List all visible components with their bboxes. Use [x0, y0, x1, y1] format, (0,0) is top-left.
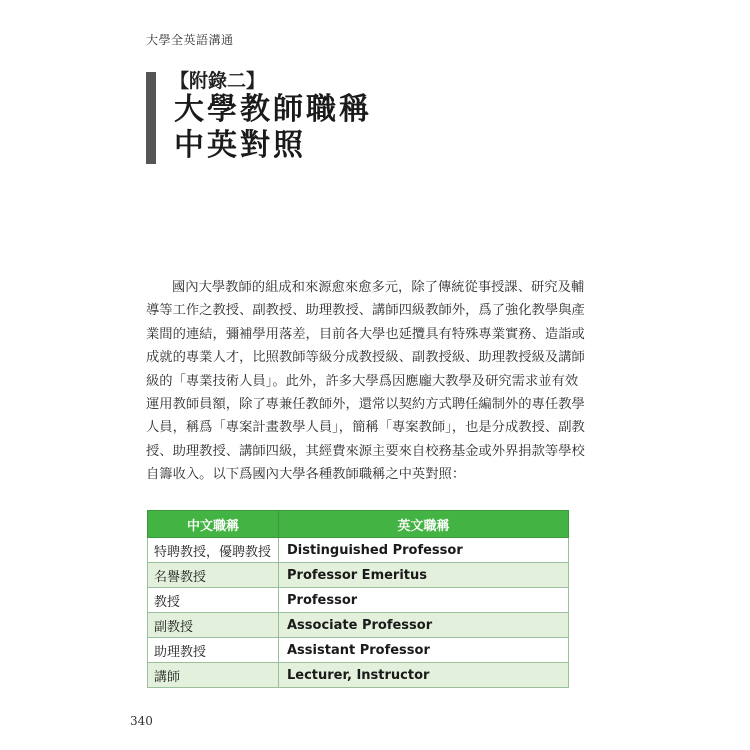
body-paragraph — [146, 276, 585, 487]
appendix-label: 【附錄二】 — [170, 70, 266, 92]
paragraph-line: 業間的連結，彌補學用落差，目前各大學也延攬具有特殊專業實務、造詣或 — [146, 326, 585, 342]
paragraph-line: 人員，稱爲「專案計畫教學人員」，簡稱「專案教師」，也是分成教授、副教 — [146, 420, 585, 436]
paragraph-line: 成就的專業人才，比照教師等級分成教授級、副教授級、助理教授級及講師 — [146, 350, 585, 366]
paragraph-line: 導等工作之教授、副教授、助理教授、講師四級教師外，爲了強化教學與產 — [146, 303, 585, 319]
table-row — [148, 663, 569, 688]
table-row — [148, 538, 569, 563]
chinese-title-cell: 特聘教授，優聘教授 — [148, 538, 279, 563]
table-header-row — [148, 511, 569, 538]
chinese-title-cell: 名譽教授 — [148, 563, 279, 588]
chinese-title-cell: 教授 — [148, 588, 279, 613]
chinese-title-cell: 助理教授 — [148, 638, 279, 663]
table-row — [148, 588, 569, 613]
english-title-cell: Associate Professor — [279, 613, 569, 638]
chinese-title-cell: 副教授 — [148, 613, 279, 638]
table-row — [148, 638, 569, 663]
paragraph-line: 國內大學教師的組成和來源愈來愈多元，除了傳統從事授課、研究及輔 — [172, 280, 585, 295]
paragraph-line: 授、助理教授、講師四級，其經費來源主要來自校務基金或外界捐款等學校 — [146, 443, 585, 459]
table-row — [148, 613, 569, 638]
running-head: 大學全英語溝通 — [146, 33, 234, 47]
paragraph-line: 級的「專業技術人員」。此外，許多大學爲因應龐大教學及研究需求並有效 — [146, 373, 579, 389]
page-title-line-1: 大學教師職稱 — [174, 92, 372, 127]
chinese-title-cell: 講師 — [148, 663, 279, 688]
table-row — [148, 563, 569, 588]
title-comparison-table — [147, 510, 569, 688]
english-title-cell: Professor Emeritus — [279, 563, 569, 588]
page-title-line-2: 中英對照 — [174, 128, 306, 163]
page-number: 340 — [130, 714, 153, 728]
header-chinese-title: 中文職稱 — [148, 511, 279, 538]
english-title-cell: Professor — [279, 588, 569, 613]
english-title-cell: Distinguished Professor — [279, 538, 569, 563]
title-block — [146, 72, 372, 164]
english-title-cell: Assistant Professor — [279, 638, 569, 663]
header-english-title: 英文職稱 — [279, 511, 569, 538]
paragraph-line: 運用教師員額，除了專兼任教師外，還常以契約方式聘任編制外的專任教學 — [146, 396, 585, 412]
english-title-cell: Lecturer, Instructor — [279, 663, 569, 688]
paragraph-line: 自籌收入。以下爲國內大學各種教師職稱之中英對照： — [146, 467, 466, 483]
